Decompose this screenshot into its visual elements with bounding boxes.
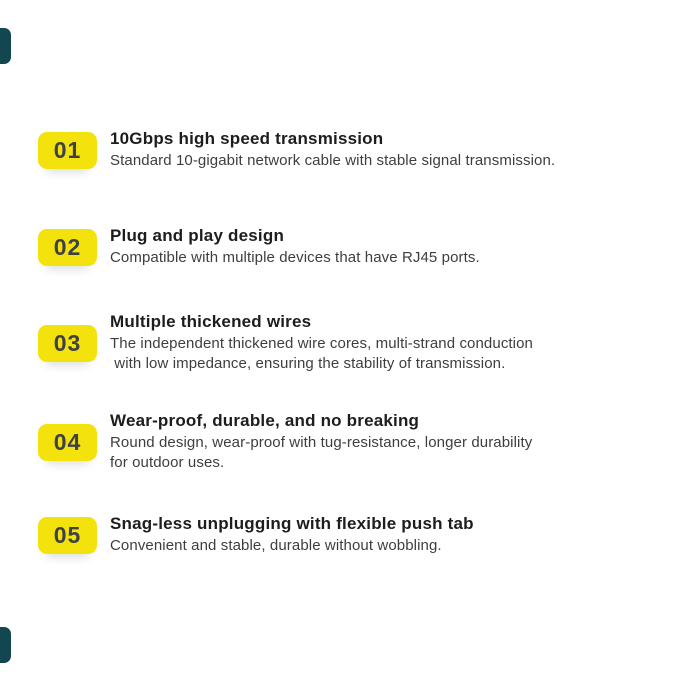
feature-number: 04 [53,428,82,455]
feature-number-badge [38,229,97,266]
feature-description-line: The independent thickened wire cores, multi-strand conduction [110,335,534,352]
feature-number: 01 [53,136,82,163]
feature-item-5 [38,514,474,556]
feature-text [110,312,533,374]
feature-title: Wear-proof, durable, and no breaking [110,411,420,430]
feature-description-line: Compatible with multiple devices that have RJ45 ports. [110,249,480,266]
feature-item-2 [38,226,480,268]
feature-text [110,411,532,473]
feature-title: Multiple thickened wires [110,312,312,331]
feature-description-line: with low impedance, ensuring the stability of transmission. [110,355,506,372]
feature-item-3 [38,312,533,374]
feature-number-badge [38,325,97,362]
feature-title: Snag-less unplugging with flexible push tab [110,514,474,533]
feature-text [110,226,480,268]
feature-description-line: Round design, wear-proof with tug-resistance, longer durability [110,434,533,451]
feature-number: 02 [53,233,82,260]
feature-title: 10Gbps high speed transmission [110,129,384,148]
feature-number-badge [38,424,97,461]
feature-number-badge [38,132,97,169]
feature-description-line: for outdoor uses. [110,454,225,471]
feature-description-line: Standard 10-gigabit network cable with stable signal transmission. [110,152,556,169]
page-edge-tab-top [0,28,11,64]
feature-description-line: Convenient and stable, durable without wobbling. [110,537,442,554]
feature-item-4 [38,411,532,473]
feature-text [110,129,555,171]
feature-text [110,514,474,556]
feature-number: 05 [53,521,82,548]
feature-item-1 [38,129,555,171]
feature-number-badge [38,517,97,554]
page-edge-tab-bottom [0,627,11,663]
feature-number: 03 [53,329,82,356]
feature-title: Plug and play design [110,226,285,245]
